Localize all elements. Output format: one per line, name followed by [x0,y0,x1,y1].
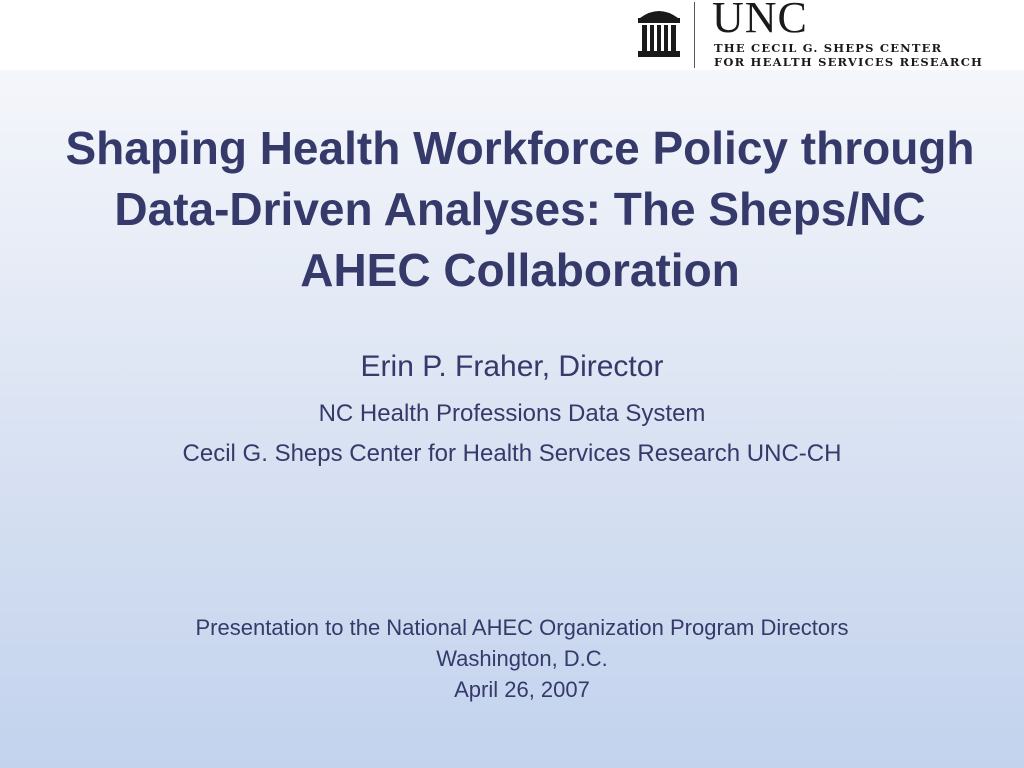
presentation-line-2: Washington, D.C. [436,646,608,671]
logo-line-1: THE CECIL G. SHEPS CENTER [714,41,943,55]
author: Erin P. Fraher, Director [360,350,664,383]
presentation-line-3: April 26, 2007 [454,677,590,702]
logo-unc-text: UNC [712,0,808,42]
affiliation-1: NC Health Professions Data System [318,400,706,427]
logo-divider [694,2,695,68]
logo-line-2: FOR HEALTH SERVICES RESEARCH [714,55,984,69]
affiliation-2: Cecil G. Sheps Center for Health Services Research UNC-CH [182,440,842,467]
presentation-line-1: Presentation to the National AHEC Organization Program Directors [195,615,849,640]
presentation-info [0,612,1024,705]
unc-sheps-logo [636,2,1006,68]
slide-title: Shaping Health Workforce Policy through Data-Driven Analyses: The Sheps/NC AHEC Collaboration [65,122,975,296]
old-well-icon [636,4,682,58]
